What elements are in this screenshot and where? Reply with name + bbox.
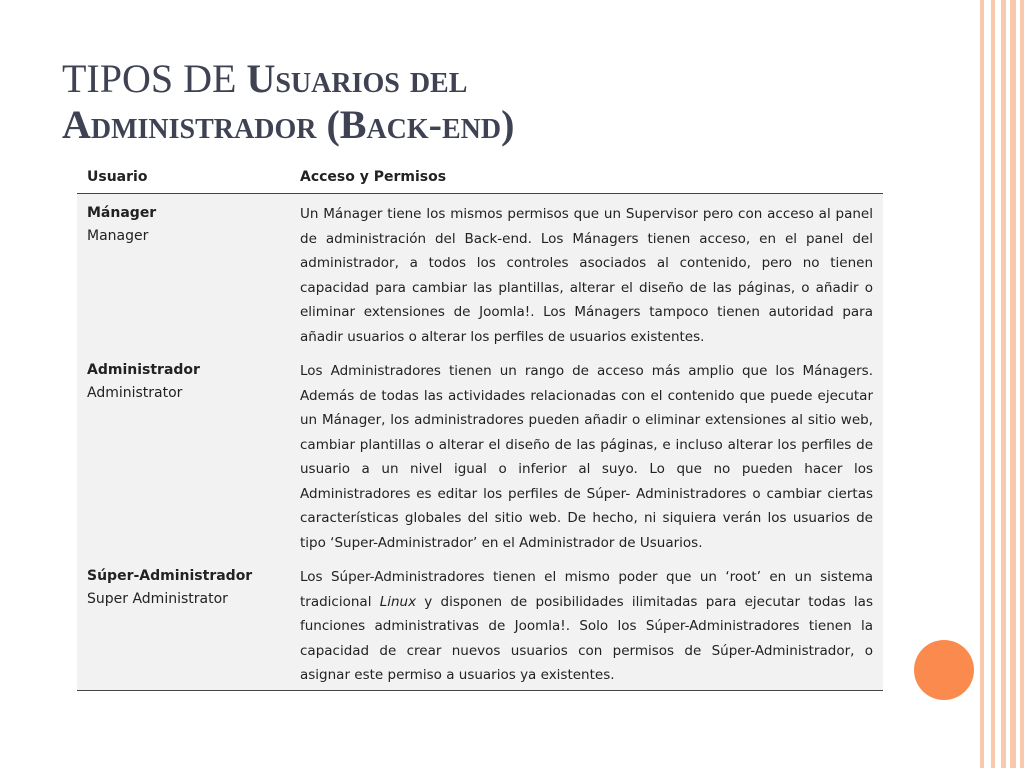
decorative-border (976, 0, 1024, 768)
permissions-description (300, 565, 873, 690)
user-types-table (77, 160, 883, 691)
description-emphasis: Linux (379, 593, 417, 610)
description-text: Los Súper-Administradores tienen el mismo poder que un ‘root’ en un sistema tradicional (300, 569, 873, 610)
table-row (77, 351, 883, 557)
border-stripe (980, 0, 984, 768)
description-text: y disponen de posibilidades ilimitadas para ejecutar todas las funciones administrativas de Joomla!. Solo los Súper-Administradores tienen la capacidad de crear nuevos usuarios con permisos de Súper-Administrador, o asignar este permiso a usuarios ya existentes. (300, 593, 873, 683)
user-english-name: Administrator (87, 385, 183, 401)
user-name: Mánager (87, 205, 157, 221)
user-english-name: Super Administrator (87, 591, 228, 607)
header-usuario: Usuario (87, 168, 148, 185)
border-stripe (1010, 0, 1016, 768)
permissions-description: Un Mánager tiene los mismos permisos que un Supervisor pero con acceso al panel de administración del Back-end. Los Mánagers tienen acceso, en el panel del administrador, a todos los controles asociados al contenido, pero no tienen capacidad para cambiar las plantillas, alterar el diseño de las páginas, o añadir o eliminar extensiones de Joomla!. Los Mánagers tampoco tienen autoridad para añadir usuarios o alterar los perfiles de usuarios existentes. (300, 206, 873, 345)
border-stripe (991, 0, 995, 768)
user-name: Administrador (87, 362, 200, 378)
title-part: TIPOS DE (62, 56, 247, 101)
user-cell (77, 359, 300, 557)
title-part: Administrador (Back-end) (62, 102, 515, 147)
border-stripe (1001, 0, 1006, 768)
slide-title (62, 56, 514, 148)
header-acceso: Acceso y Permisos (300, 168, 447, 185)
permissions-description: Los Administradores tienen un rango de acceso más amplio que los Mánagers. Además de todas las actividades relacionadas con el contenido que puede ejecutar un Mánager, los administradores pueden añadir o eliminar extensiones al sitio web, cambiar plantillas o alterar el diseño de las páginas, e incluso alterar los perfiles de usuario a un nivel igual o inferior al suyo. Lo que no pueden hacer los Administradores es editar los perfiles de Súper- Administradores o cambiar ciertas características globales del sitio web. De hecho, ni siquiera verán los usuarios de tipo ‘Super-Administrador’ en el Administrador de Usuarios. (300, 363, 873, 551)
user-cell (77, 565, 300, 690)
table-header (77, 160, 883, 194)
decorative-circle (914, 640, 974, 700)
table-row (77, 557, 883, 691)
table-row (77, 194, 883, 351)
user-cell (77, 202, 300, 351)
title-part: Usuarios del (246, 56, 468, 101)
user-name: Súper-Administrador (87, 568, 253, 584)
border-stripe (1020, 0, 1024, 768)
user-english-name: Manager (87, 228, 149, 244)
